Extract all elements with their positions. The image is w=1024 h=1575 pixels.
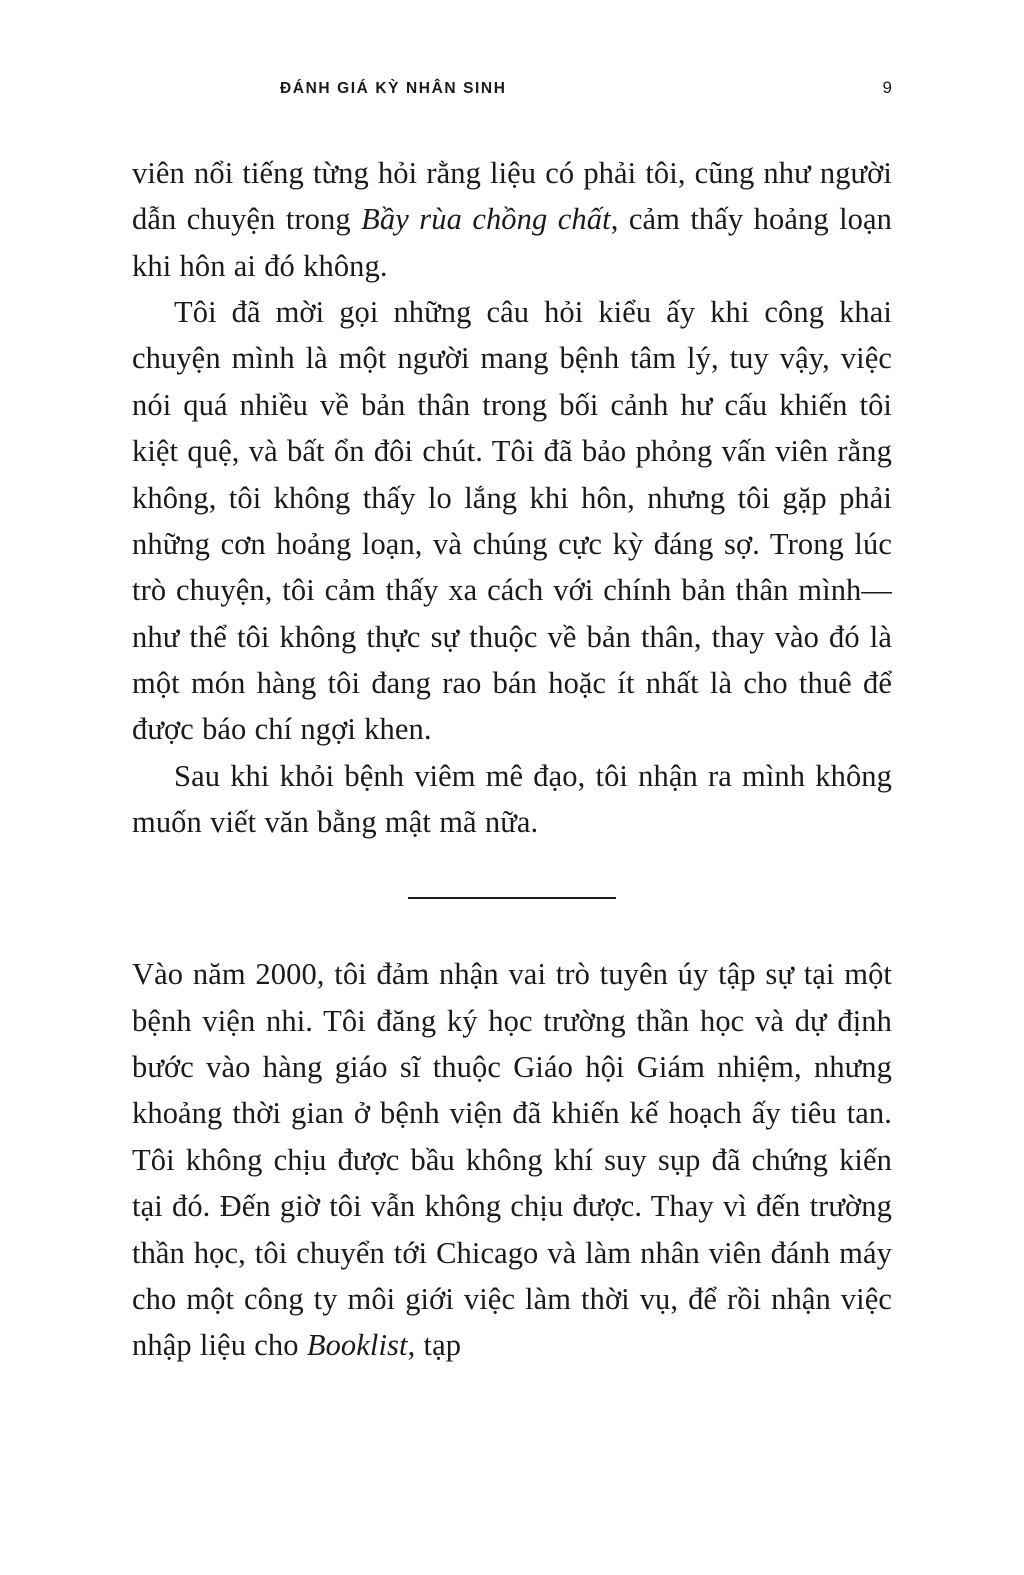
paragraph: [132, 951, 892, 1368]
text-run: , tạp: [407, 1328, 462, 1363]
text-run: viên nổi tiếng từng hỏi rằng liệu có phải tôi, cũng như người dẫn chuyện trong: [132, 156, 892, 237]
running-head-title: ĐÁNH GIÁ KỲ NHÂN SINH: [280, 80, 507, 97]
paragraph: [132, 753, 892, 846]
text-run: , cảm thấy hoảng loạn khi hôn ai đó không.: [132, 202, 892, 283]
page-number: 9: [882, 78, 892, 97]
text-run: Tôi đã mời gọi những câu hỏi kiểu ấy khi công khai chuyện mình là một người mang bệnh tâm lý, tuy vậy, việc nói quá nhiều về bản thân trong bối cảnh hư cấu khiến tôi kiệt quệ, và bất ổn đôi chút. Tôi đã bảo phỏng vấn viên rằng không, tôi không thấy lo lắng khi hôn, nhưng tôi gặp phải những cơn hoảng loạn, và chúng cực kỳ đáng sợ. Trong lúc trò chuyện, tôi cảm thấy xa cách với chính bản thân mình—như thể tôi không thực sự thuộc về bản thân, thay vào đó là một món hàng tôi đang rao bán hoặc ít nhất là cho thuê để được báo chí ngợi khen.: [132, 295, 892, 747]
section-break-rule: [408, 897, 616, 899]
section-break: [132, 897, 892, 899]
text-run: Sau khi khỏi bệnh viêm mê đạo, tôi nhận ra mình không muốn viết văn bằng mật mã nữa.: [132, 758, 892, 840]
italic-title: Bầy rùa chồng chất: [361, 202, 611, 237]
page-body: [132, 150, 892, 1369]
running-head: [132, 78, 892, 98]
italic-title: Booklist: [306, 1328, 408, 1363]
paragraph: [132, 289, 892, 753]
text-run: Vào năm 2000, tôi đảm nhận vai trò tuyên úy tập sự tại một bệnh viện nhi. Tôi đăng ký học trường thần học và dự định bước vào hàng giáo sĩ thuộc Giáo hội Giám nhiệm, nhưng khoảng thời gian ở bệnh viện đã khiến kế hoạch ấy tiêu tan. Tôi không chịu được bầu không khí suy sụp đã chứng kiến tại đó. Đến giờ tôi vẫn không chịu được. Thay vì đến trường thần học, tôi chuyển tới Chicago và làm nhân viên đánh máy cho một công ty môi giới việc làm thời vụ, để rồi nhận việc nhập liệu cho: [132, 957, 892, 1363]
paragraph: [132, 150, 892, 289]
